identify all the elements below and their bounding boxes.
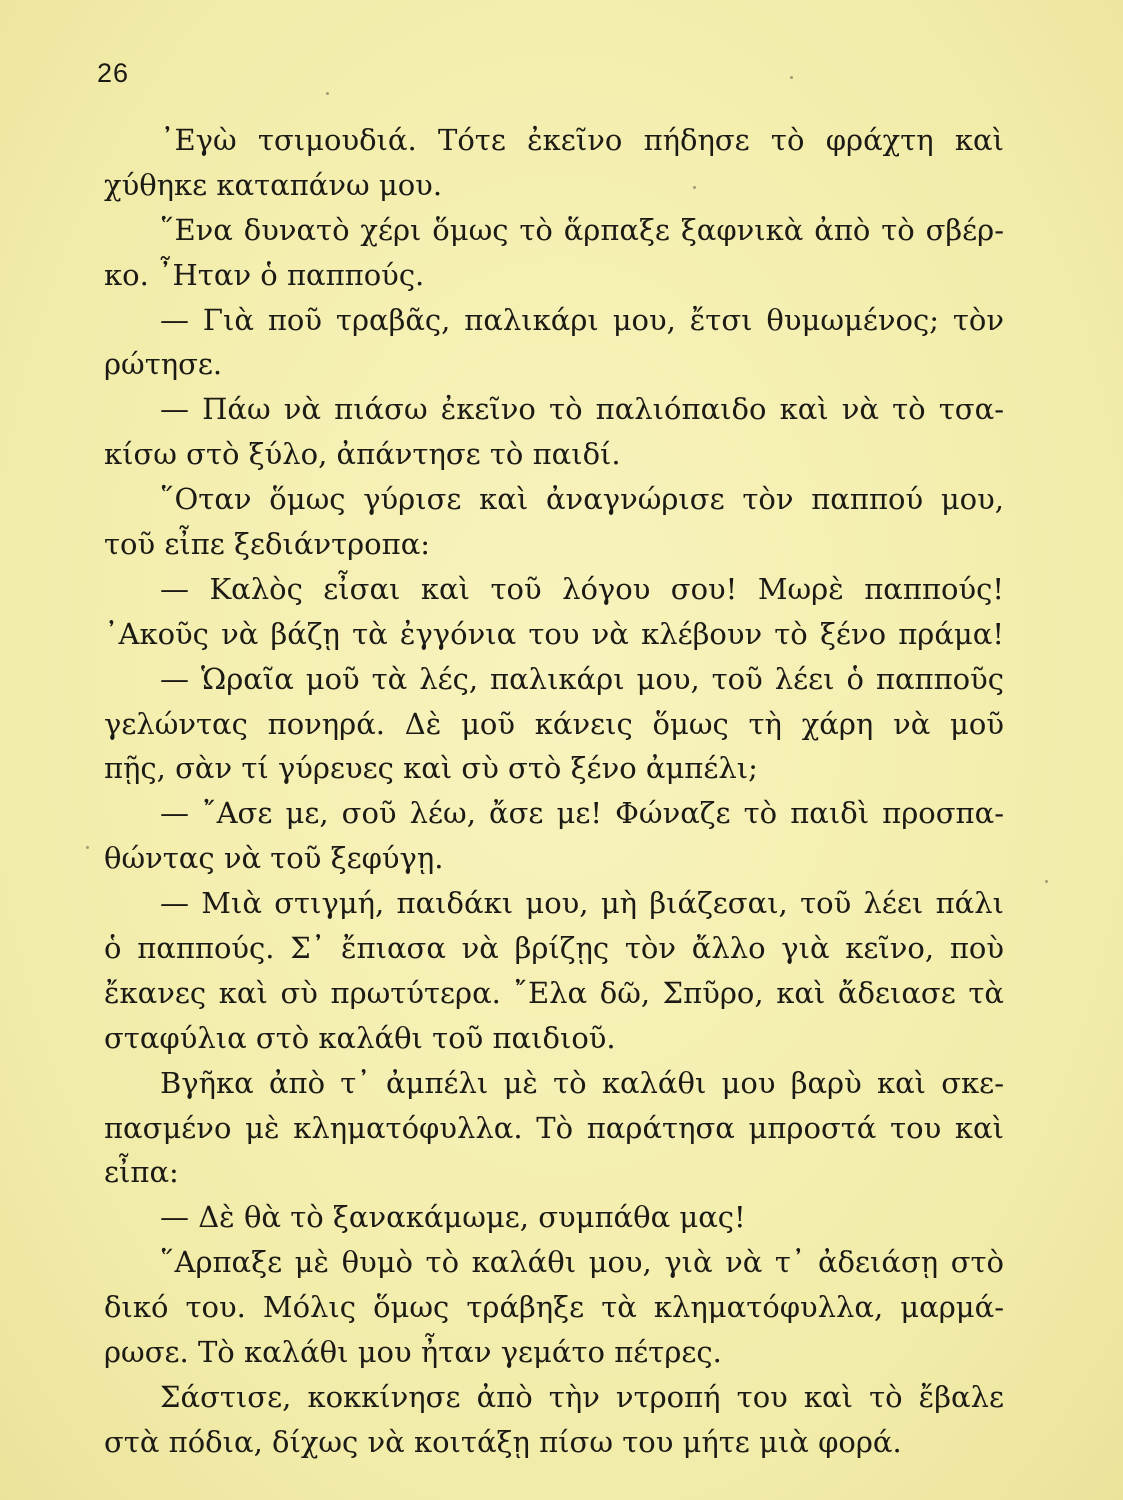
text-line: ἔκανες καὶ σὺ πρωτύτερα. ῎Ελα δῶ, Σπῦρο, καὶ ἄδειασε τὰ (104, 975, 1004, 1010)
text-line: σταφύλια στὸ καλάθι τοῦ παιδιοῦ. (104, 1020, 616, 1055)
text-line: Βγῆκα ἀπὸ τ᾽ ἀμπέλι μὲ τὸ καλάθι μου βαρὺ καὶ σκε- (160, 1065, 1004, 1100)
text-line: Σάστισε, κοκκίνησε ἀπὸ τὴν ντροπή του καὶ τὸ ἔβαλε (160, 1379, 1004, 1414)
paper-speck (86, 846, 89, 849)
text-line: δικό του. Μόλις ὅμως τράβηξε τὰ κληματόφυλλα, μαρμά- (104, 1290, 1004, 1325)
text-line: χύθηκε καταπάνω μου. (104, 167, 443, 202)
text-line: — Γιὰ ποῦ τραβᾶς, παλικάρι μου, ἔτσι θυμωμένος; τὸν (160, 302, 1004, 337)
text-line: πῇς, σὰν τί γύρευες καὶ σὺ στὸ ξένο ἀμπέλι; (104, 751, 758, 786)
text-line: — Ὡραῖα μοῦ τὰ λές, παλικάρι μου, τοῦ λέει ὁ παπποῦς (160, 661, 1004, 696)
paper-speck (326, 92, 329, 95)
text-line: ρωσε. Τὸ καλάθι μου ἦταν γεμάτο πέτρες. (104, 1335, 722, 1370)
text-line: ρώτησε. (104, 347, 223, 382)
text-line: εἶπα: (104, 1155, 179, 1190)
text-line: κίσω στὸ ξύλο, ἀπάντησε τὸ παιδί. (104, 437, 621, 472)
paper-speck (1045, 880, 1048, 883)
text-line: — Πάω νὰ πιάσω ἐκεῖνο τὸ παλιόπαιδο καὶ νὰ τὸ τσα- (160, 392, 1004, 427)
text-line: ᾽Εγὼ τσιμουδιά. Τότε ἐκεῖνο πήδησε τὸ φράχτη καὶ (160, 123, 1004, 157)
text-line: — Μιὰ στιγμή, παιδάκι μου, μὴ βιάζεσαι, τοῦ λέει πάλι (160, 886, 1004, 921)
text-line: πασμένο μὲ κληματόφυλλα. Τὸ παράτησα μπροστά του καὶ (104, 1110, 1004, 1145)
text-line: ᾽Ακοῦς νὰ βάζῃ τὰ ἐγγόνια του νὰ κλέβουν τὸ ξένο πράμα! (104, 616, 1004, 651)
text-line: — Καλὸς εἶσαι καὶ τοῦ λόγου σου! Μωρὲ παππούς! (160, 571, 1004, 606)
text-line: τοῦ εἶπε ξεδιάντροπα: (104, 527, 431, 562)
body-text (104, 118, 1004, 1465)
text-line: — Δὲ θὰ τὸ ξανακάμωμε, συμπάθα μας! (160, 1200, 746, 1235)
text-line: ῞Ενα δυνατὸ χέρι ὅμως τὸ ἅρπαξε ξαφνικὰ ἀπὸ τὸ σβέρ- (160, 212, 1004, 247)
text-line: γελώντας πονηρά. Δὲ μοῦ κάνεις ὅμως τὴ χάρη νὰ μοῦ (104, 706, 1004, 741)
text-line: ὁ παππούς. Σ᾽ ἔπιασα νὰ βρίζῃς τὸν ἄλλο γιὰ κεῖνο, ποὺ (104, 931, 1004, 966)
page-number: 26 (97, 58, 130, 88)
text-line: — ῎Ασε με, σοῦ λέω, ἄσε με! Φώναζε τὸ παιδὶ προσπα- (160, 796, 1004, 831)
paper-speck (693, 186, 696, 189)
text-line: θώντας νὰ τοῦ ξεφύγῃ. (104, 841, 444, 876)
text-line: ῞Οταν ὅμως γύρισε καὶ ἀναγνώρισε τὸν παππού μου, (160, 482, 1004, 517)
text-line: ῞Αρπαξε μὲ θυμὸ τὸ καλάθι μου, γιὰ νὰ τ᾽ ἀδειάσῃ στὸ (160, 1245, 1004, 1280)
paper-speck (790, 76, 793, 79)
text-line: στὰ πόδια, δίχως νὰ κοιτάξῃ πίσω του μήτε μιὰ φορά. (104, 1424, 902, 1459)
text-line: κο. ῏Ηταν ὁ παππούς. (104, 257, 425, 292)
